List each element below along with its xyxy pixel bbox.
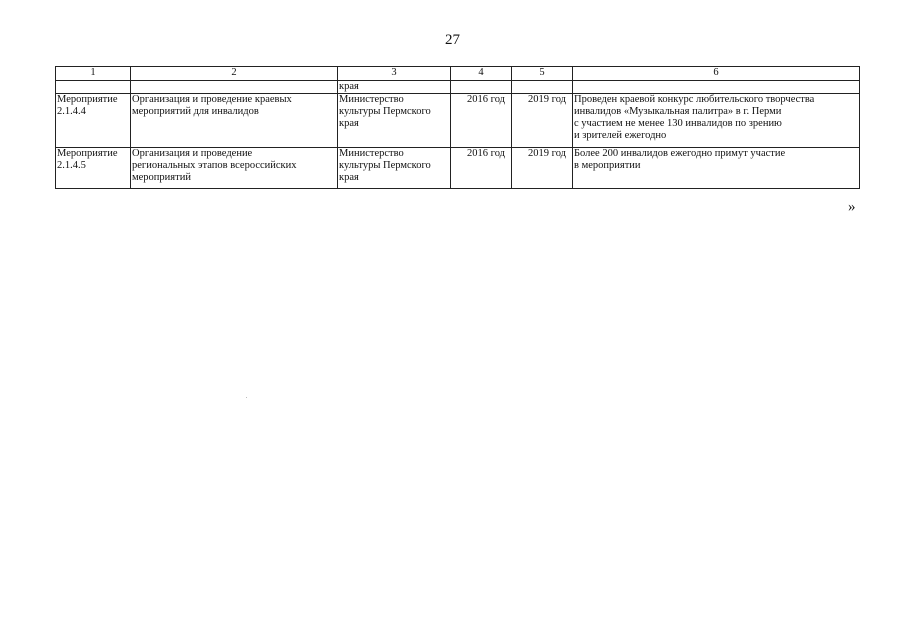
executor-line: культуры Пермского (339, 106, 431, 117)
table-row (56, 94, 860, 148)
executor-line: края (339, 172, 359, 183)
measure-label: Мероприятие (57, 94, 118, 105)
executor-line: Министерство (339, 148, 404, 159)
scan-speck (246, 397, 247, 398)
measures-table (55, 66, 860, 189)
name-line: Организация и проведение (132, 148, 253, 159)
table-cell (131, 81, 338, 94)
executor-cell (338, 94, 451, 148)
header-cell: 6 (573, 67, 860, 81)
executor-line: Министерство (339, 94, 404, 105)
result-line: Проведен краевой конкурс любительского творчества (574, 94, 815, 105)
table-cell: края (338, 81, 451, 94)
name-line: мероприятий для инвалидов (132, 106, 259, 117)
result-cell (573, 94, 860, 148)
table-cell (573, 81, 860, 94)
executor-cell (338, 148, 451, 189)
header-cell: 5 (512, 67, 573, 81)
result-line: инвалидов «Музыкальная палитра» в г. Перми (574, 106, 782, 117)
result-line: в мероприятии (574, 160, 641, 171)
table-cell (512, 81, 573, 94)
end-year-cell: 2019 год (512, 94, 573, 148)
page-number: 27 (445, 32, 460, 48)
closing-quote-mark: » (848, 199, 856, 215)
table-cell (451, 81, 512, 94)
table-row-continuation (56, 81, 860, 94)
table-header-row (56, 67, 860, 81)
result-line: с участием не менее 130 инвалидов по зрению (574, 118, 782, 129)
header-cell: 1 (56, 67, 131, 81)
header-cell: 3 (338, 67, 451, 81)
measure-number: 2.1.4.4 (57, 106, 86, 117)
name-line: региональных этапов всероссийских (132, 160, 297, 171)
measure-cell (56, 94, 131, 148)
end-year-cell: 2019 год (512, 148, 573, 189)
result-line: и зрителей ежегодно (574, 130, 667, 141)
result-cell (573, 148, 860, 189)
name-cell (131, 148, 338, 189)
start-year-cell: 2016 год (451, 94, 512, 148)
measure-number: 2.1.4.5 (57, 160, 86, 171)
measure-label: Мероприятие (57, 148, 118, 159)
result-line: Более 200 инвалидов ежегодно примут участие (574, 148, 786, 159)
name-cell (131, 94, 338, 148)
start-year-cell: 2016 год (451, 148, 512, 189)
header-cell: 2 (131, 67, 338, 81)
header-cell: 4 (451, 67, 512, 81)
executor-line: культуры Пермского (339, 160, 431, 171)
measure-cell (56, 148, 131, 189)
executor-line: края (339, 118, 359, 129)
name-line: мероприятий (132, 172, 191, 183)
table-row (56, 148, 860, 189)
name-line: Организация и проведение краевых (132, 94, 292, 105)
table-cell (56, 81, 131, 94)
